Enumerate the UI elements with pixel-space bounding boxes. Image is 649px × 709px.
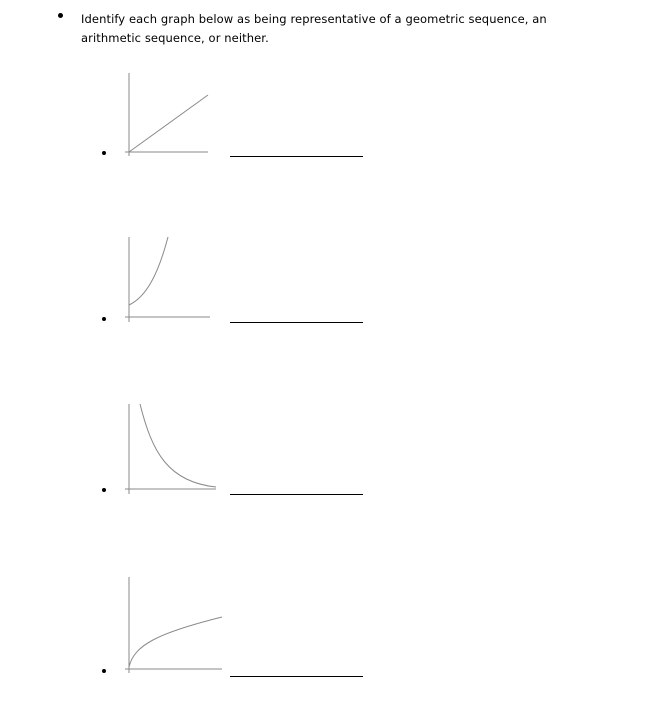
graph-bullet-1 xyxy=(102,151,106,155)
instruction-bullet xyxy=(58,13,63,18)
instruction-line-1: Identify each graph below as being representative of a geometric sequence, an xyxy=(81,12,547,26)
graph-bullet-3 xyxy=(102,488,106,492)
graph-2-curve xyxy=(129,237,168,305)
graph-bullet-4 xyxy=(102,669,106,673)
graph-1-linear xyxy=(118,70,228,170)
graph-bullet-2 xyxy=(102,317,106,321)
graph-3-exponential-decay xyxy=(118,402,228,502)
graph-3-curve xyxy=(140,404,216,487)
instruction-line-2: arithmetic sequence, or neither. xyxy=(81,31,269,45)
graph-4-curve xyxy=(129,617,222,667)
graph-1-curve xyxy=(129,95,208,152)
instruction-text xyxy=(81,10,551,48)
answer-blank-2[interactable] xyxy=(230,322,363,323)
graph-2-exponential-growth xyxy=(118,235,228,335)
answer-blank-3[interactable] xyxy=(230,494,363,495)
graph-4-concave-increasing xyxy=(118,575,228,675)
answer-blank-1[interactable] xyxy=(230,156,363,157)
answer-blank-4[interactable] xyxy=(230,676,363,677)
